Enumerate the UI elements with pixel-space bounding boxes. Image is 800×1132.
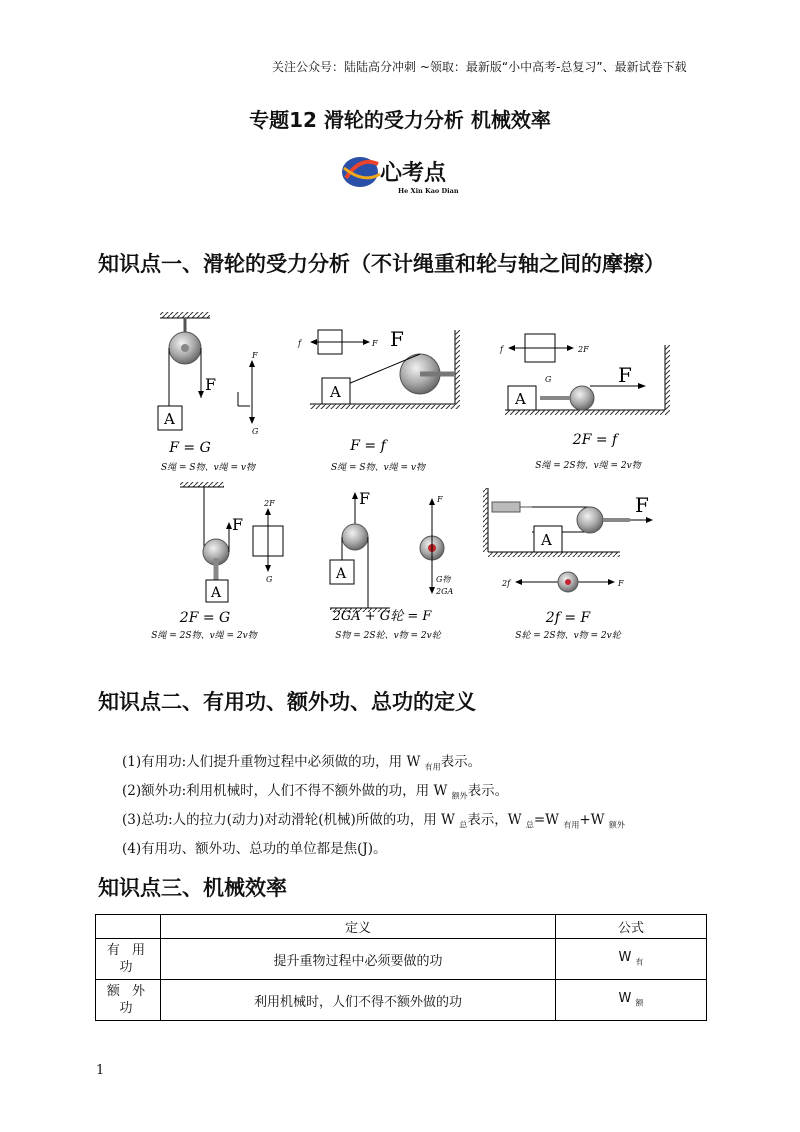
diagram-horizontal-fixed (297, 327, 460, 473)
svg-text:F = G: F = G (169, 440, 211, 456)
section2-heading: 知识点二、有用功、额外功、总功的定义 (98, 690, 476, 714)
svg-text:F: F (359, 489, 371, 508)
table-cell-name: 有 用 功 (96, 939, 161, 980)
diagram-horizontal-inverted (483, 488, 653, 641)
svg-text:S物 = 2S轮、v物 = 2v轮: S物 = 2S轮、v物 = 2v轮 (335, 631, 441, 641)
svg-text:2F = f: 2F = f (572, 432, 618, 448)
page-number: 1 (96, 1063, 105, 1078)
svg-text:S绳 = S物、v绳 = v物: S绳 = S物、v绳 = v物 (330, 463, 426, 473)
table-row (96, 939, 707, 980)
svg-text:A: A (515, 390, 526, 408)
svg-text:2GA: 2GA (436, 587, 454, 596)
section1-heading: 知识点一、滑轮的受力分析（不计绳重和轮与轴之间的摩擦） (98, 252, 665, 276)
table-cell-formula: W $_有$ (556, 939, 707, 980)
paragraph-extra-work: (2)额外功:利用机械时，人们不得不额外做的功，用 W $_{额外}$表示。 (122, 783, 509, 801)
svg-text:G: G (266, 575, 273, 584)
table-header-cell (96, 915, 161, 939)
table-cell-formula: W $_额$ (556, 980, 707, 1021)
table-header-row (96, 915, 707, 939)
pulley-diagrams (150, 290, 670, 660)
table-cell-name: 额 外 功 (96, 980, 161, 1021)
diagram-fixed-pulley (158, 312, 259, 473)
svg-text:F: F (618, 363, 632, 387)
paragraph-total-work: (3)总功:人的拉力(动力)对动滑轮(机械)所做的功，用 W $_总$表示，W $_总$=W $_{有用}$+W $_{额外}$ (122, 812, 625, 830)
logo (340, 150, 460, 196)
svg-text:S绳 = 2S物、v绳 = 2v物: S绳 = 2S物、v绳 = 2v物 (535, 461, 641, 471)
svg-text:F: F (618, 579, 624, 588)
svg-text:F: F (205, 375, 217, 394)
logo-subtext: He Xin Kao Dian (398, 187, 459, 195)
diagram-movable-vertical (151, 482, 283, 641)
paragraph-unit: (4)有用功、额外功、总功的单位都是焦(J)。 (122, 841, 387, 857)
section3-heading: 知识点三、机械效率 (98, 876, 287, 900)
svg-text:2f = F: 2f = F (545, 610, 591, 626)
table-cell-definition: 利用机械时，人们不得不额外做的功 (161, 980, 556, 1021)
svg-text:2f: 2f (502, 579, 511, 588)
svg-text:f: f (500, 345, 503, 354)
svg-text:S绳 = 2S物、v绳 = 2v物: S绳 = 2S物、v绳 = 2v物 (151, 631, 257, 641)
svg-text:A: A (164, 410, 175, 428)
svg-text:F = f: F = f (350, 438, 386, 454)
svg-text:S绳 = S物、v绳 = v物: S绳 = S物、v绳 = v物 (160, 463, 256, 473)
table-header-cell: 公式 (556, 915, 707, 939)
svg-text:A: A (211, 585, 222, 601)
svg-text:2GA + G轮 = F: 2GA + G轮 = F (332, 609, 432, 624)
svg-text:F: F (232, 515, 244, 534)
svg-text:F: F (372, 339, 378, 348)
header-note: 关注公众号：陆陆高分冲刺 ~领取：最新版“小中高考-总复习”、最新试卷下载 (272, 60, 687, 74)
efficiency-table (95, 914, 707, 1021)
svg-text:G物: G物 (436, 575, 451, 584)
svg-text:F: F (390, 327, 404, 351)
svg-text:A: A (330, 383, 341, 401)
svg-text:F: F (437, 495, 443, 504)
svg-text:A: A (336, 566, 347, 582)
svg-text:2F: 2F (264, 499, 275, 508)
diagram-movable-inverted (330, 489, 453, 641)
paragraph-useful-work: (1)有用功:人们提升重物过程中必须做的功，用 W $_{有用}$表示。 (122, 754, 482, 772)
svg-text:2F: 2F (578, 345, 589, 354)
table-header-cell: 定义 (161, 915, 556, 939)
logo-text: 心考点 (380, 161, 447, 186)
svg-text:G: G (252, 427, 259, 436)
svg-text:f: f (298, 339, 301, 348)
svg-text:S轮 = 2S物、v物 = 2v轮: S轮 = 2S物、v物 = 2v轮 (515, 631, 621, 641)
table-row (96, 980, 707, 1021)
svg-text:2F = G: 2F = G (179, 610, 231, 626)
svg-text:F: F (635, 493, 649, 517)
svg-text:G: G (545, 375, 552, 384)
page-title: 专题12 滑轮的受力分析 机械效率 (249, 108, 551, 132)
table-cell-definition: 提升重物过程中必须要做的功 (161, 939, 556, 980)
svg-text:A: A (541, 531, 552, 549)
diagram-horizontal-movable (499, 334, 670, 471)
svg-text:F: F (252, 351, 258, 360)
